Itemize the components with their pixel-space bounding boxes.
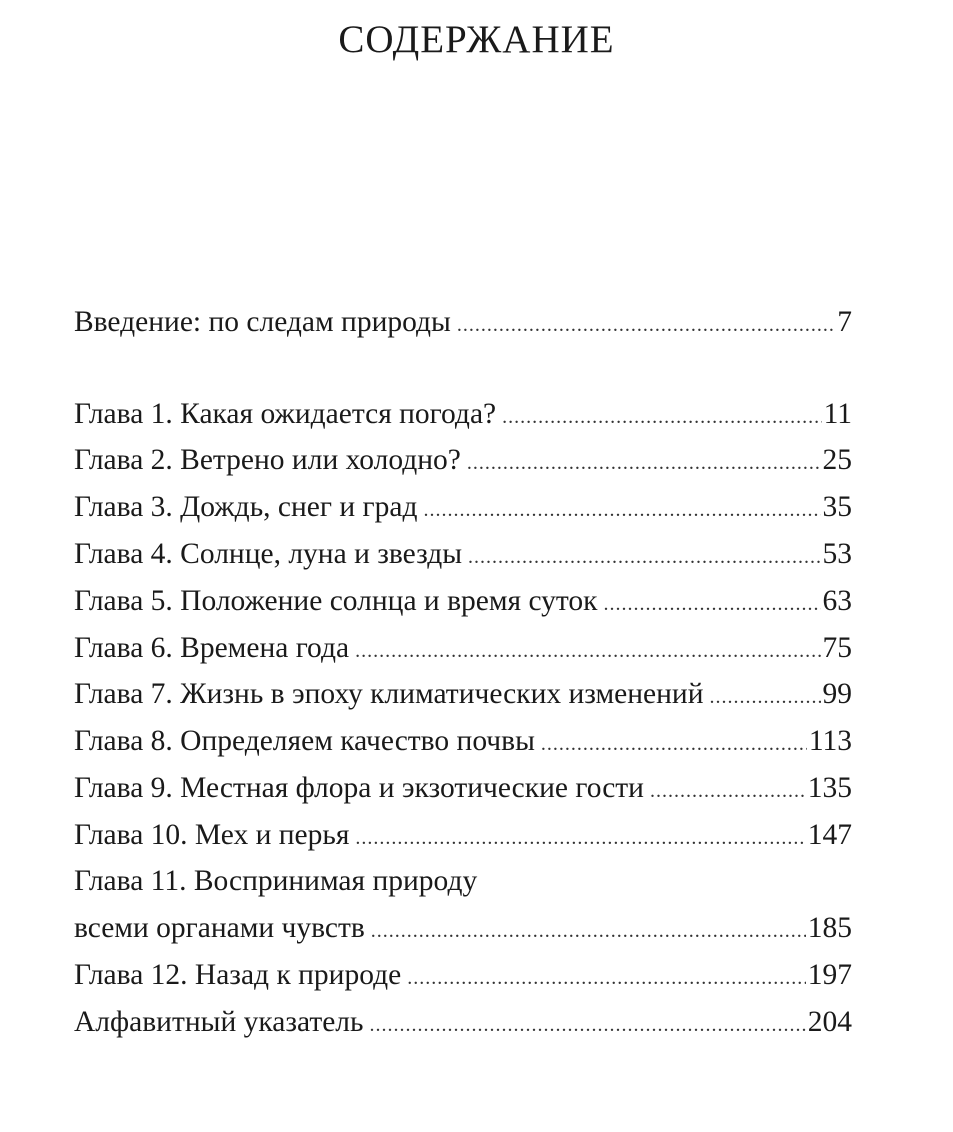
toc-entry-index bbox=[74, 1000, 852, 1044]
toc-entry-chapter-4 bbox=[74, 532, 852, 576]
toc-entry-chapter-7 bbox=[74, 672, 852, 716]
dot-leader bbox=[541, 722, 807, 766]
toc-entry-label: Глава 5. Положение солнца и время суток bbox=[74, 585, 598, 617]
toc-entry-chapter-5 bbox=[74, 579, 852, 623]
toc-entry-chapter-1 bbox=[74, 392, 852, 436]
toc-entry-chapter-2 bbox=[74, 438, 852, 482]
toc-entry-page: 63 bbox=[822, 585, 852, 617]
toc-entry-page: 135 bbox=[807, 772, 852, 804]
toc-entry-label: Глава 12. Назад к природе bbox=[74, 959, 402, 991]
dot-leader bbox=[355, 629, 820, 673]
toc-entry-page: 11 bbox=[823, 398, 852, 430]
dot-leader bbox=[468, 535, 820, 579]
toc-entry-label: Глава 9. Местная флора и экзотические гости bbox=[74, 772, 644, 804]
toc-entry-page: 53 bbox=[822, 538, 852, 570]
toc-entry-page: 7 bbox=[837, 306, 852, 338]
toc-entry-label: Глава 2. Ветрено или холодно? bbox=[74, 444, 461, 476]
toc-entry-label: Глава 3. Дождь, снег и град bbox=[74, 491, 418, 523]
dot-leader bbox=[710, 675, 821, 719]
toc-entry-label: Введение: по следам природы bbox=[74, 306, 451, 338]
toc-entry-chapter-9 bbox=[74, 766, 852, 810]
toc-entry-page: 197 bbox=[807, 959, 852, 991]
toc-entry-page: 35 bbox=[822, 491, 852, 523]
toc-entry-label: Глава 10. Мех и перья bbox=[74, 819, 350, 851]
dot-leader bbox=[369, 1003, 805, 1047]
toc-entry-label: Глава 4. Солнце, луна и звезды bbox=[74, 538, 463, 570]
toc-entry-label: Глава 6. Времена года bbox=[74, 632, 350, 664]
toc-entry-chapter-3 bbox=[74, 485, 852, 529]
dot-leader bbox=[407, 956, 806, 1000]
toc-entry-page: 204 bbox=[807, 1006, 852, 1038]
toc-entry-chapter-11 bbox=[74, 906, 852, 950]
toc-entry-chapter-8 bbox=[74, 719, 852, 763]
dot-leader bbox=[467, 441, 821, 485]
toc-entry-page: 113 bbox=[808, 725, 852, 757]
toc-entry-intro bbox=[74, 300, 852, 344]
dot-leader bbox=[423, 488, 820, 532]
toc-entry-chapter-12 bbox=[74, 953, 852, 997]
dot-leader bbox=[502, 395, 821, 439]
toc-entry-label: Алфавитный указатель bbox=[74, 1006, 364, 1038]
toc-entry-chapter-11-first-line: Глава 11. Воспринимая природу bbox=[74, 865, 478, 897]
toc-entry-page: 185 bbox=[807, 912, 852, 944]
toc-entry-page: 147 bbox=[807, 819, 852, 851]
dot-leader bbox=[355, 816, 805, 860]
dot-leader bbox=[457, 303, 835, 347]
toc-entry-page: 25 bbox=[822, 444, 852, 476]
toc-entry-label: Глава 8. Определяем качество почвы bbox=[74, 725, 535, 757]
toc-entry-label: Глава 1. Какая ожидается погода? bbox=[74, 398, 497, 430]
toc-entry-label: Глава 7. Жизнь в эпоху климатических изменений bbox=[74, 678, 704, 710]
dot-leader bbox=[371, 909, 806, 953]
toc-entry-label: всеми органами чувств bbox=[74, 912, 365, 944]
toc-entry-chapter-6 bbox=[74, 626, 852, 670]
dot-leader bbox=[604, 582, 821, 626]
page-title: СОДЕРЖАНИЕ bbox=[338, 18, 615, 61]
toc-entry-page: 75 bbox=[822, 632, 852, 664]
toc-entry-page: 99 bbox=[822, 678, 852, 710]
toc-entry-chapter-10 bbox=[74, 813, 852, 857]
dot-leader bbox=[650, 769, 806, 813]
